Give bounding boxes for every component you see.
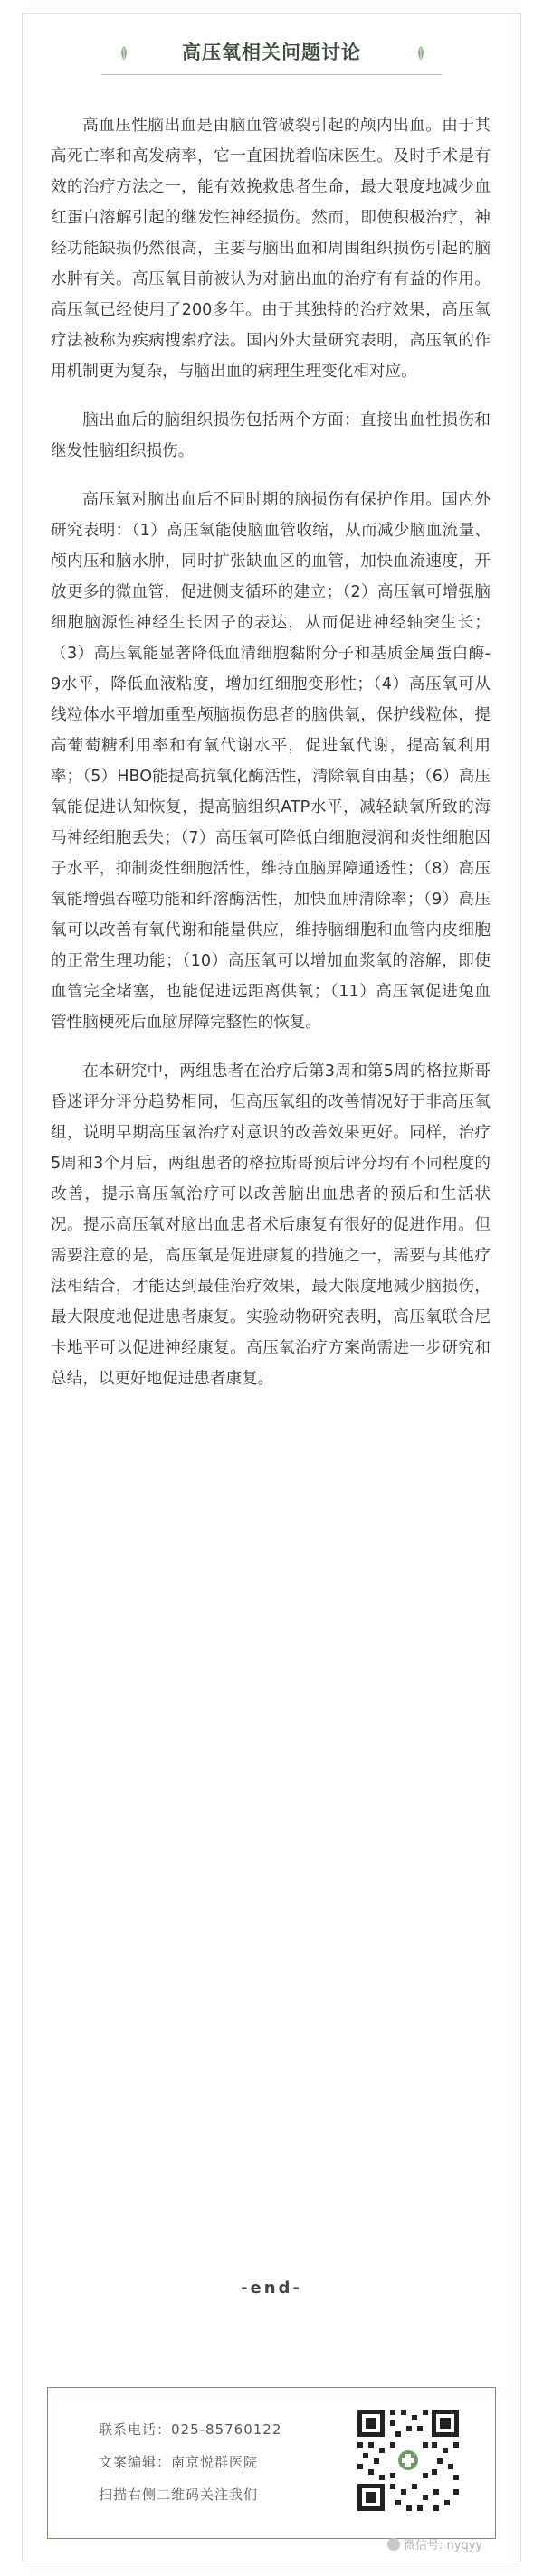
- title-block: [0, 33, 543, 78]
- article-body: [51, 110, 491, 1412]
- watermark-text: 微信号: nyqyy: [404, 2539, 483, 2552]
- wechat-icon: [387, 2538, 400, 2551]
- end-mark: -end-: [241, 2279, 302, 2298]
- contact-phone: 联系电话：025-85760122: [99, 2421, 282, 2438]
- wechat-watermark: [387, 2535, 482, 2552]
- contact-info: [99, 2413, 370, 2511]
- qr-code-icon[interactable]: [354, 2406, 462, 2515]
- leaf-right-icon: [416, 45, 425, 61]
- paragraph-mechanisms: 高压氧对脑出血后不同时期的脑损伤有保护作用。国内外研究表明：（1）高压氧能使脑血管收缩，从而减少脑血流量、颅内压和脑水肿，同时扩张缺血区的血管，加快血流速度，开放更多的微血管，促进侧支循环的建立；（2）高压氧可增强脑细胞脑源性神经生长因子的表达，从而促进神经轴突生长；（3）高压氧能显著降低血清细胞黏附分子和基质金属蛋白酶-9水平，降低血液粘度，增加红细胞变形性；（4）高压氧可从线粒体水平增加重型颅脑损伤患者的脑供氧，保护线粒体，提高葡萄糖利用率和有氧代谢水平，促进氧代谢，提高氧利用率；（5）HBO能提高抗氧化酶活性，清除氧自由基；（6）高压氧能促进认知恢复，提高脑组织ATP水平，减轻缺氧所致的海马神经细胞丢失；（7）高压氧可降低白细胞浸润和炎性细胞因子水平，抑制炎性细胞活性，维持血脑屏障通透性；（8）高压氧能增强吞噬功能和纤溶酶活性，加快血肿清除率；（9）高压氧可以改善有氧代谢和能量供应，维持脑细胞和血管内皮细胞的正常生理功能；（10）高压氧可以增加血浆氧的溶解，即使血管完全堵塞，也能促进远距离供氧；（11）高压氧促进兔血管性脑梗死后血脑屏障完整性的恢复。: [51, 491, 491, 1032]
- paragraph-study-results: 在本研究中，两组患者在治疗后第3周和第5周的格拉斯哥昏迷评分评分趋势相同，但高压氧组的改善情况好于非高压氧组，说明早期高压氧治疗对意识的改善效果更好。同样，治疗5周和3个月后，两组患者的格拉斯哥预后评分均有不同程度的改善，提示高压氧治疗可以改善脑出血患者的预后和生活状况。提示高压氧对脑出血患者术后康复有很好的促进作用。但需要注意的是，高压氧是促进康复的措施之一，需要与其他疗法相结合，才能达到最佳治疗效果，最大限度地减少脑损伤，最大限度地促进患者康复。实验动物研究表明，高压氧联合尼卡地平可以促进神经康复。高压氧治疗方案尚需进一步研究和总结，以更好地促进患者康复。: [51, 1062, 491, 1388]
- contact-footer: [47, 2387, 496, 2539]
- article-title: 高压氧相关问题讨论: [182, 42, 361, 63]
- paragraph-intro: 高血压性脑出血是由脑血管破裂引起的颅内出血。由于其高死亡率和高发病率，它一直困扰着临床医生。及时手术是有效的治疗方法之一，能有效挽救患者生命，最大限度地减少血红蛋白溶解引起的继发性神经损伤。然而，即使积极治疗，神经功能缺损仍然很高，主要与脑出血和周围组织损伤引起的脑水肿有关。高压氧目前被认为对脑出血的治疗有有益的作用。高压氧已经使用了200多年。由于其独特的治疗效果，高压氧疗法被称为疾病搜索疗法。国内外大量研究表明，高压氧的作用机制更为复杂，与脑出血的病理生理变化相对应。: [51, 117, 491, 381]
- title-divider: [101, 74, 442, 75]
- contact-editor: 文案编辑：南京悦群医院: [99, 2454, 259, 2470]
- scan-prompt: 扫描右侧二维码关注我们: [99, 2486, 259, 2503]
- paragraph-injury-types: 脑出血后的脑组织损伤包括两个方面：直接出血性损伤和继发性脑组织损伤。: [51, 411, 491, 460]
